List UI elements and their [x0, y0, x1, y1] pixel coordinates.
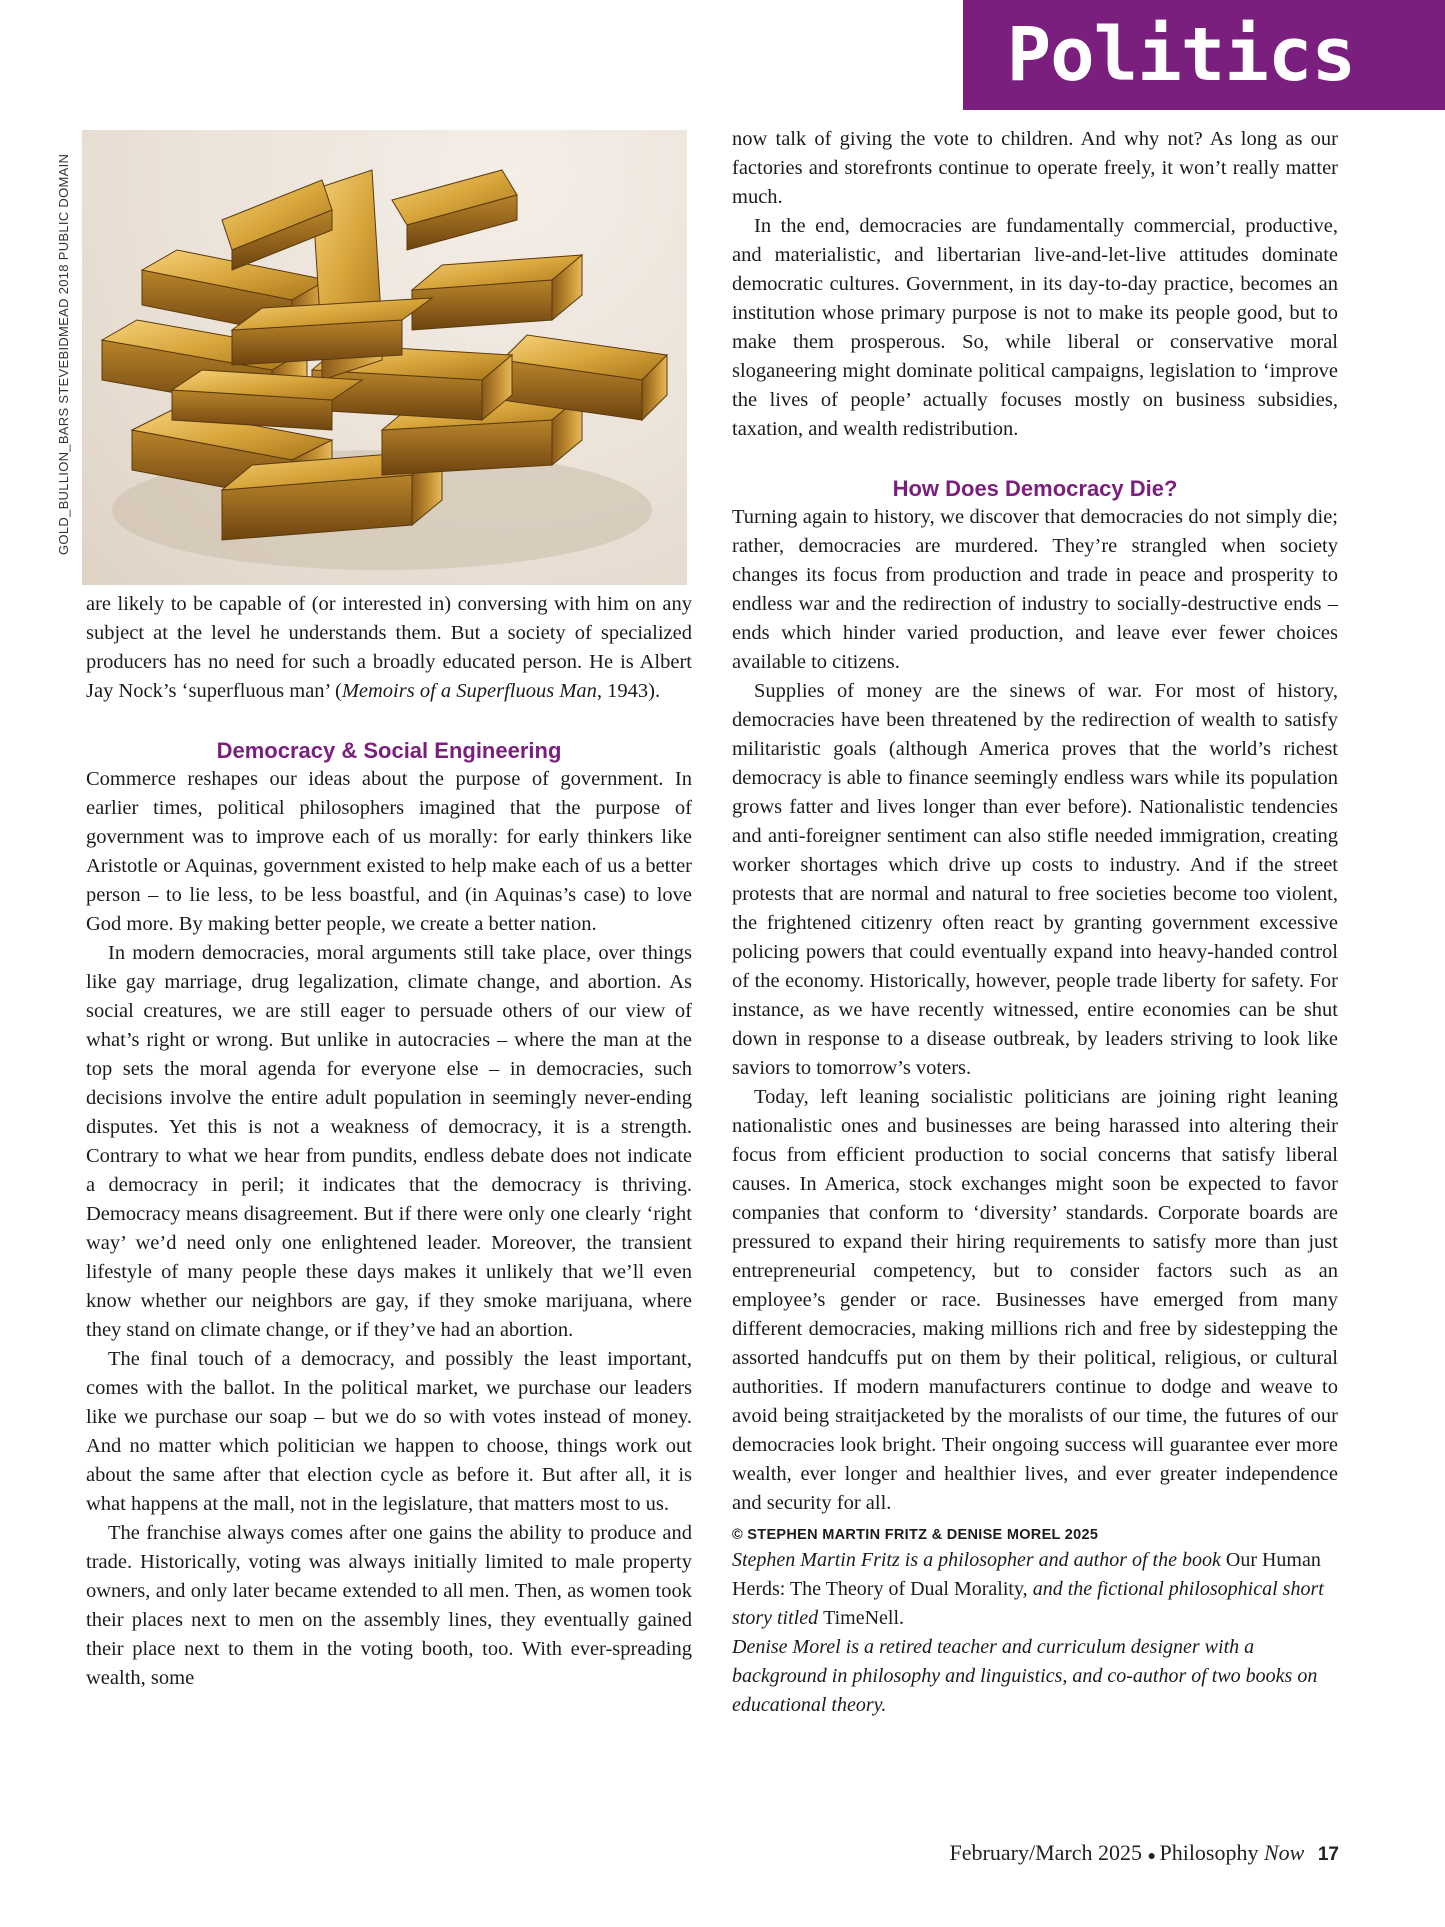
section-heading: Democracy & Social Engineering — [216, 738, 562, 763]
paragraph: Turning again to history, we discover that democracies do not simply die; rather, democracies are murdered. They’re strangled when society changes its focus from production and trade in peace and prosperity to endless war and the redirection of industry to socially-destructive ends – ends which hinder varied production, and leave ever fewer choices available to citizens. — [732, 506, 1338, 673]
paragraph: Today, left leaning socialistic politicians are joining right leaning nationalistic ones and businesses are being harassed into altering their focus from efficient production to social concerns that satisfy liberal causes. In America, stock exchanges might soon be expected to favor companies that conform to ‘diversity’ standards. Corporate boards are pressured to expand their hiring requirements to satisfy more than just entrepreneurial competency, but to consider factors such as an employee’s gender or race. Businesses have emerged from many different democracies, making millions rich and free by sidestepping the assorted handcuffs put on them by their political, religious, or cultural authorities. If modern manufacturers continue to dodge and weave to avoid being straitjacketed by the moralists of our time, the futures of our democracies look bright. Their ongoing success will guarantee ever more wealth, ever longer and healthier lives, and ever greater independence and security for all. — [732, 1086, 1338, 1514]
gold-bars-illustration — [82, 130, 687, 585]
author-bio-fritz: Stephen Martin Fritz is a philosopher and author of the book Our Human Herds: The Theory of Dual Morality, and the fictional philosophical short story titled TimeNell. — [732, 1549, 1324, 1629]
paragraph: Commerce reshapes our ideas about the purpose of government. In earlier times, political philosophers imagined that the purpose of government was to improve each of us morally: for early thinkers like Aristotle or Aquinas, government existed to help make each of us a better person – to lie less, to be less boastful, and (in Aquinas’s case) to love God more. By making better people, we create a better nation. — [86, 768, 692, 935]
paragraph: In the end, democracies are fundamentally commercial, productive, and materialistic, and libertarian live-and-let-live attitudes dominate democratic cultures. Government, in its day-to-day practice, becomes an institution whose primary purpose is not to make its people good, but to make them prosperous. So, while liberal or conservative moral sloganeering might dominate political campaigns, legislation to ‘improve the lives of people’ actually focuses mostly on business subsidies, taxation, and wealth redistribution. — [732, 215, 1338, 440]
intro-paragraph: are likely to be capable of (or interested in) conversing with him on any subject at the level he understands them. But a society of specialized producers has no need for such a broadly educated person. He is Albert Jay Nock’s ‘superfluous man’ (Memoirs of a Superfluous Man, 1943). — [86, 593, 692, 702]
page-number: 17 — [1317, 1844, 1339, 1865]
paragraph: Supplies of money are the sinews of war. For most of history, democracies have been threatened by the redirection of wealth to satisfy militaristic goals (although America proves that the world’s richest democracy is able to finance seemingly endless wars while its population grows fatter and lives longer than ever before). Nationalistic tendencies and anti-foreigner sentiment can also stifle needed immigration, creating worker shortages which drive up costs to industry. And if the street protests that are normal and natural to free societies become too violent, the frightened citizenry often react by granting government excessive policing powers that could eventually expand into heavy-handed control of the economy. Historically, however, people trade liberty for safety. For instance, as we have recently witnessed, entire economies can be shut down in response to a disease outbreak, by leaders striving to look like saviors to tomorrow’s voters. — [732, 680, 1338, 1079]
author-bio-morel: Denise Morel is a retired teacher and curriculum designer with a background in philosophy and linguistics, and co-author of two books on educational theory. — [732, 1636, 1318, 1716]
gold-bars-photo — [82, 130, 687, 585]
page-footer: February/March 2025 ● Philosophy Now 17 — [949, 1840, 1339, 1865]
magazine-name-italic: Now — [1264, 1840, 1305, 1865]
paragraph: The final touch of a democracy, and possibly the least important, comes with the ballot. In the political market, we purchase our leaders like we purchase our soap – but we do so with votes instead of money. And no matter which politician we happen to choose, things work out about the same after that election cycle as before it. But after all, it is what happens at the mall, not in the legislature, that matters most to us. — [86, 1348, 692, 1515]
issue-date: February/March 2025 — [949, 1840, 1142, 1865]
paragraph: In modern democracies, moral arguments still take place, over things like gay marriage, drug legalization, climate change, and abortion. As social creatures, we are still eager to persuade others of our view of what’s right or wrong. But unlike in autocracies – where the man at the top sets the moral agenda for everyone else – in democracies, such decisions involve the entire adult population in seemingly never-ending disputes. Yet this is not a weakness of democracy, it is a strength. Contrary to what we hear from pundits, endless debate does not indicate a democracy in peril; it indicates that the democracy is thriving. Democracy means disagreement. But if there were only one clearly ‘right way’ we’d need only one enlightened leader. Moreover, the transient lifestyle of many people these days makes it unlikely that we’ll even know whether our neighbors are gay, if they smoke marijuana, where they stand on climate change, or if they’ve had an abortion. — [86, 942, 692, 1341]
left-column — [86, 590, 692, 1693]
section-title: Politics — [1006, 12, 1355, 98]
paragraph: The franchise always comes after one gains the ability to produce and trade. Historically, voting was always initially limited to male property owners, and only later became extended to all men. Then, as women took their places next to men on the assembly lines, they eventually gained their place next to them in the voting booth, too. With ever-spreading wealth, some — [86, 1522, 692, 1689]
section-banner — [963, 0, 1445, 110]
book-title: Memoirs of a Superfluous Man — [341, 680, 597, 702]
paragraph: now talk of giving the vote to children. And why not? As long as our factories and storefronts continue to operate freely, it won’t really matter much. — [732, 128, 1338, 208]
copyright-notice: © STEPHEN MARTIN FRITZ & DENISE MOREL 2025 — [732, 1527, 1099, 1543]
magazine-name: Philosophy — [1159, 1840, 1259, 1865]
photo-credit: GOLD_BULLION_BARS STEVEBIDMEAD 2018 PUBLIC DOMAIN — [56, 153, 71, 555]
right-column — [732, 125, 1338, 1720]
section-heading: How Does Democracy Die? — [892, 476, 1178, 501]
